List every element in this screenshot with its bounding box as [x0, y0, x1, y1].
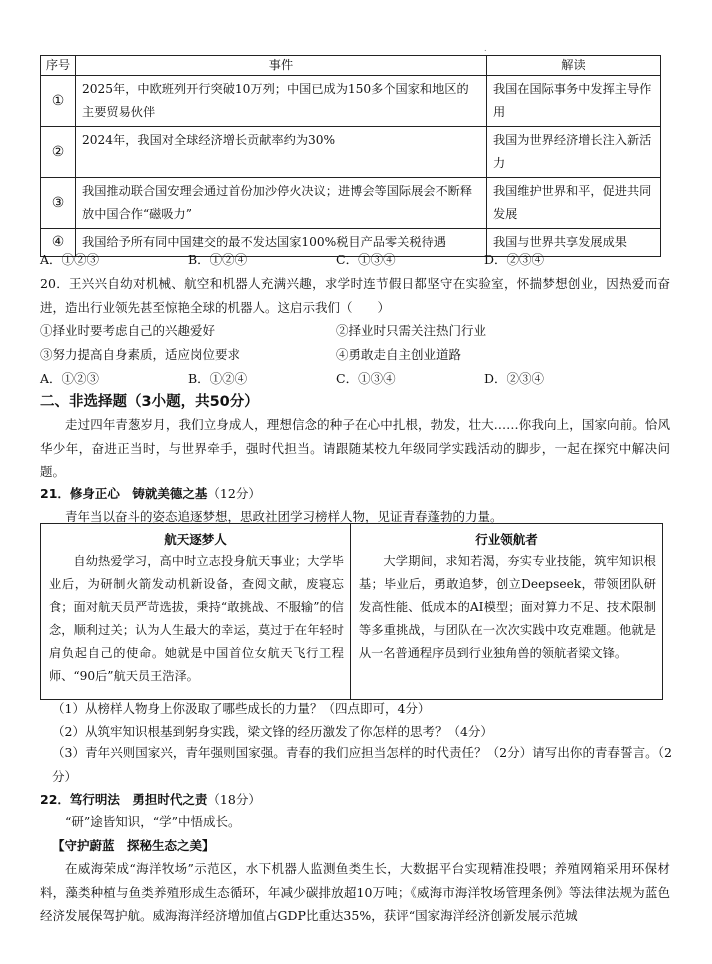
q20-choice-1: ①择业时要考虑自己的兴趣爱好 — [40, 323, 216, 338]
row-event: 我国给予所有同中国建交的最不发达国家100%税目产品零关税待遇 — [76, 229, 487, 257]
q21-lead: 青年当以奋斗的姿态追逐梦想，思政社团学习榜样人物，见证青春蓬勃的力量。 — [65, 509, 503, 524]
box-right-text: 大学期间，求知若渴，夯实专业技能，筑牢知识根基；毕业后，勇敢追梦，创立Deepseek，带领团队研发高性能、低成本的AI模型；面对算力不足、技术限制等多重挑战，与团队在一次次实践中攻克难题。他就是从一名普通程序员到行业独角兽的领航者梁文锋。 — [359, 554, 656, 660]
row-no: ③ — [41, 178, 76, 229]
box-right — [351, 524, 662, 699]
q19-option-c[interactable]: C．①③④ — [336, 252, 396, 267]
section2-title: 二、非选择题（3小题，共50分） — [40, 394, 259, 410]
row-no: ① — [41, 76, 76, 127]
q22-score: （18分） — [207, 792, 261, 807]
q20-choice-3: ③努力提高自身素质，适应岗位要求 — [40, 347, 241, 362]
q21-sub3: （3）青年兴则国家兴，青年强则国家强。青春的我们应担当怎样的时代责任？（2分）请写出你的青春誓言。（2分） — [52, 745, 672, 784]
q22-lead: “研”途皆知识，“学”中悟成长。 — [65, 814, 241, 829]
box-left-text: 自幼热爱学习，高中时立志投身航天事业；大学毕业后，为研制火箭发动机新设备，查阅文献，废寝忘食；面对航天员严苛选拔，秉持“敢挑战、不服输”的信念，顺利过关；认为人生最大的幸运，莫过于在年轻时肩负起自己的使命。她就是中国首位女航天飞行工程师、“90后”航天员王浩泽。 — [49, 554, 344, 683]
q21-sub1: （1）从榜样人物身上你汲取了哪些成长的力量？（四点即可，4分） — [52, 701, 431, 716]
q20-option-b[interactable]: B．①②④ — [188, 371, 248, 386]
q19-option-b[interactable]: B．①②④ — [188, 252, 248, 267]
q21-num: 21． — [40, 486, 70, 501]
q22-title: 笃行明法 勇担时代之责 — [69, 792, 208, 807]
q21-heading — [40, 484, 261, 502]
page-dot: . — [484, 44, 487, 53]
q20-choice-2: ②择业时只需关注热门行业 — [336, 323, 487, 338]
q20-option-c[interactable]: C．①③④ — [336, 371, 396, 386]
row-no: ④ — [41, 229, 76, 257]
row-event: 2024年，我国对全球经济增长贡献率约为30% — [76, 127, 487, 178]
table-row — [41, 127, 661, 178]
q20-choice-4: ④勇敢走自主创业道路 — [336, 347, 462, 362]
box-left-title: 航天逐梦人 — [164, 532, 227, 547]
box-right-title: 行业领航者 — [475, 532, 538, 547]
q19-option-a[interactable]: A．①②③ — [40, 252, 100, 267]
q20-stem: 20．王兴兴自幼对机械、航空和机器人充满兴趣，求学时连节假日都坚守在实验室，怀揣梦想创业，因热爱而奋进，造出行业领先甚至惊艳全球的机器人。这启示我们（ ） — [40, 276, 670, 315]
q20-option-d[interactable]: D．②③④ — [484, 371, 545, 386]
section2-intro: 走过四年青葱岁月，我们立身成人，理想信念的种子在心中扎根，勃发，壮大……你我向上，国家向前。恰风华少年，奋进正当时，与世界牵手，强时代担当。请跟随某校九年级同学实践活动的脚步，一起在探究中解决问题。 — [40, 417, 670, 479]
header-no: 序号 — [41, 56, 76, 76]
box-left — [41, 524, 351, 699]
table-header-row — [41, 56, 661, 76]
table-row — [41, 178, 661, 229]
table-row — [41, 76, 661, 127]
header-reading: 解读 — [486, 56, 660, 76]
q22-heading — [40, 790, 261, 808]
row-reading: 我国维护世界和平，促进共同发展 — [486, 178, 660, 229]
header-event: 事件 — [76, 56, 487, 76]
row-reading: 我国为世界经济增长注入新活力 — [486, 127, 660, 178]
row-event: 2025年，中欧班列开行突破10万列；中国已成为150多个国家和地区的主要贸易伙伴 — [76, 76, 487, 127]
q21-title: 修身正心 铸就美德之基 — [69, 486, 208, 501]
row-no: ② — [41, 127, 76, 178]
row-reading: 我国与世界共享发展成果 — [486, 229, 660, 257]
q22-num: 22． — [40, 792, 70, 807]
q22-subtitle: 【守护蔚蓝 探秘生态之美】 — [52, 838, 215, 853]
q21-sub2: （2）从筑牢知识根基到躬身实践，梁文锋的经历激发了你怎样的思考？（4分） — [52, 724, 493, 739]
q22-paragraph: 在威海荣成“海洋牧场”示范区，水下机器人监测鱼类生长，大数据平台实现精准投喂；养殖网箱采用环保材料，藻类种植与鱼类养殖形成生态循环，年减少碳排放超10万吨；《威海市海洋牧场管理条例》等法律法规为蓝色经济发展保驾护航。威海海洋经济增加值占GDP比重达35%，获评“国家海洋经济创新发展示范城 — [40, 861, 670, 923]
row-reading: 我国在国际事务中发挥主导作用 — [486, 76, 660, 127]
q21-score: （12分） — [207, 486, 261, 501]
event-table — [40, 55, 661, 257]
row-event: 我国推动联合国安理会通过首份加沙停火决议；进博会等国际展会不断释放中国合作“磁吸力” — [76, 178, 487, 229]
q19-option-d[interactable]: D．②③④ — [484, 252, 545, 267]
q20-option-a[interactable]: A．①②③ — [40, 371, 100, 386]
role-model-box — [40, 523, 663, 700]
